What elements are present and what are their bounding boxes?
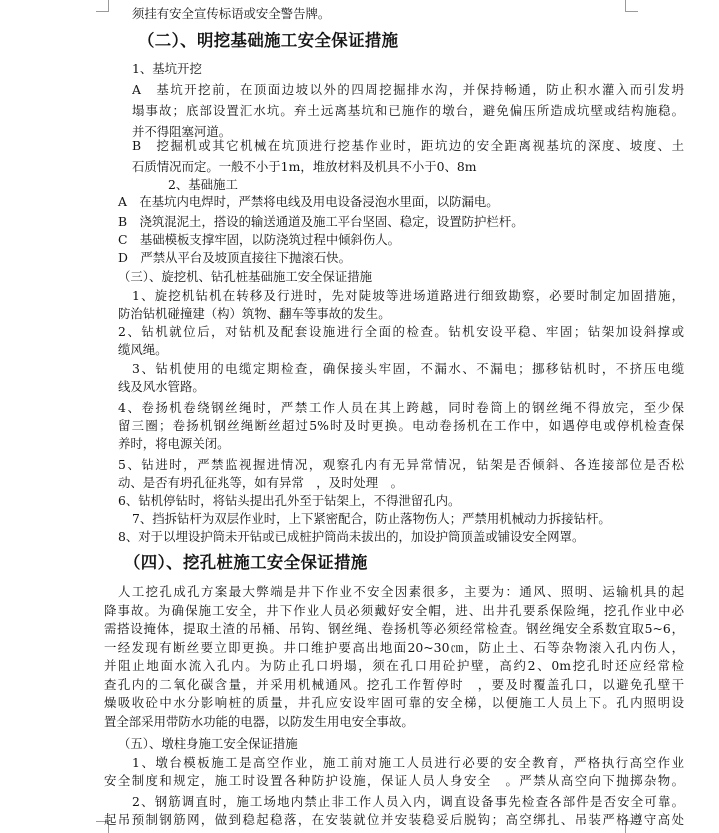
paragraph-line: 并阻止地面水流入孔内。为防止孔口坍塌，须在孔口用砼护壁，高约2、0m挖孔时还应经常检 [104,658,684,673]
paragraph-line: 动、是否有坍孔征兆等，如有异常 ，及时处理 。 [118,475,403,490]
paragraph-line: 防治钻机碰撞建（构）筑物、翻车等事故的发生。 [118,306,391,321]
paragraph-line: 1、旋挖机钻机在转移及行进时，先对陡坡等进场道路进行细致勘察，必要时制定加固措施， [132,288,684,303]
paragraph-line: 一经发现有断丝要立即更换。井口维护要高出地面20~30㎝，防止土、石等杂物滚入孔内伤人， [104,640,684,655]
paragraph-line: 置全部采用带防水功能的电器，以防发生用电安全事故。 [104,714,414,729]
paragraph-line: A 基坑开挖前，在顶面边坡以外的四周挖掘排水沟，并保持畅通，防止积水灌入而引发坍 [132,82,684,97]
paragraph-line: 留三圈；卷扬机钢丝绳断丝超过5%时及时更换。电动卷扬机在工作中，如遇停电或停机检查保 [118,418,684,433]
section-heading-3: （三）、旋挖机、钻孔桩基础施工安全保证措施 [118,269,373,284]
section-heading-4: （四）、挖孔桩施工安全保证措施 [124,553,368,572]
crop-mark-top-right [625,0,638,12]
list-item: D 严禁从平台及坡顶直接往下抛滚石快。 [118,250,351,265]
subsection-heading: 2、基础施工 [168,177,238,192]
paragraph-line: 并不得阻塞河道。 [132,124,232,139]
paragraph-line: 安全制度和规定，施工时设置各种防护设施，保证人员人身安全 。严禁从高空向下抛掷杂物。 [104,773,684,788]
paragraph-line: 2、钢筋调直时，施工场地内禁止非工作人员入内，调直设备事先检查各部件是否安全可靠。 [132,794,684,809]
paragraph-line: 燥吸收砼中水分影响桩的质量，井孔应安设牢固可靠的安全梯，以便施工人员上下。孔内照明设 [104,695,684,710]
list-item: 8、对于以埋设护筒未开钻或已成桩护筒尚未拔出的，加设护筒顶盖或铺设安全网罩。 [118,529,585,544]
subsection-heading: 1、基坑开挖 [132,61,202,76]
paragraph-line: 须挂有安全宣传标语或安全警告牌。 [132,6,331,21]
paragraph-line: B 挖掘机或其它机械在坑顶进行挖基作业时，距坑边的安全距离视基坑的深度、坡度、土 [132,138,684,153]
paragraph-line: 1、墩台模板施工是高空作业，施工前对施工人员进行必要的安全教育，严格执行高空作业 [132,755,684,770]
paragraph-line: 缆风绳。 [118,342,168,357]
paragraph-line: 养时，将电源关闭。 [118,436,230,451]
list-item: A 在基坑内电焊时，严禁将电线及用电设备浸泡水里面，以防漏电。 [118,194,499,209]
paragraph-line: 查孔内的二氧化碳含量，并采用机械通风。挖孔工作暂停时 ，要及时覆盖孔口，以避免孔壁干 [104,677,684,692]
paragraph-line: 起吊预制钢筋网，做到稳起稳落，在安装就位并安装稳妥后脱钩；高空绑扎、吊装严格遵守高处 [104,812,684,827]
list-item: C 基础模板支撑牢固，以防浇筑过程中倾斜伤人。 [118,232,401,247]
list-item: 7、挡拆钻杆为双层作业时，上下紧密配合，防止落物伤人；严禁用机械动力拆接钻杆。 [132,511,611,526]
list-item: B 浇筑混泥土，搭设的输送通道及施工平台坚固、稳定，设置防护栏杆。 [118,214,524,229]
paragraph-line: 2、钻机就位后，对钻机及配套设施进行全面的检查。钻机安设平稳、牢固；钻架加设斜撑或 [118,324,684,339]
section-heading-5: （五）、墩柱身施工安全保证措施 [118,736,298,751]
paragraph-line: 降事故。为确保施工安全，井下作业人员必须戴好安全帽，进、出井孔要系保险绳，挖孔作业中必 [104,603,684,618]
section-heading-2: （二）、明挖基础施工安全保证措施 [138,31,399,50]
paragraph-line: 需搭设掩体，提取土渣的吊桶、吊钩、钢丝绳、卷扬机等必须经常检查。钢丝绳安全系数宜取5~6， [104,621,684,636]
paragraph-line: 塌事故；底部设置汇水坑。弃土远离基坑和已施作的墩台，避免偏压所造成坑壁或结构施稳。 [132,103,684,118]
list-item: 6、钻机停钻时，将钻头提出孔外至于钻架上，不得泄留孔内。 [118,493,461,508]
paragraph-line: 5、钻进时，严禁监视握进情况，观察孔内有无异常情况，钻架是否倾斜、各连接部位是否松 [118,457,684,472]
crop-mark-top-left [96,0,109,12]
paragraph-line: 3、钻机使用的电缆定期检查，确保接头牢固，不漏水、不漏电；挪移钻机时，不挤压电缆 [132,361,684,376]
paragraph-line: 石质情况而定。一般不小于1m，堆放材料及机具不小于0、8m [132,159,477,174]
paragraph-line: 线及风水管路。 [118,379,205,394]
paragraph-line: 人工挖孔成孔方案最大弊端是井下作业不安全因素很多，主要为：通风、照明、运输机具的起 [118,584,684,599]
paragraph-line: 4、卷扬机卷绕钢丝绳时，严禁工作人员在其上跨越，同时卷筒上的钢丝绳不得放完，至少保 [118,400,684,415]
